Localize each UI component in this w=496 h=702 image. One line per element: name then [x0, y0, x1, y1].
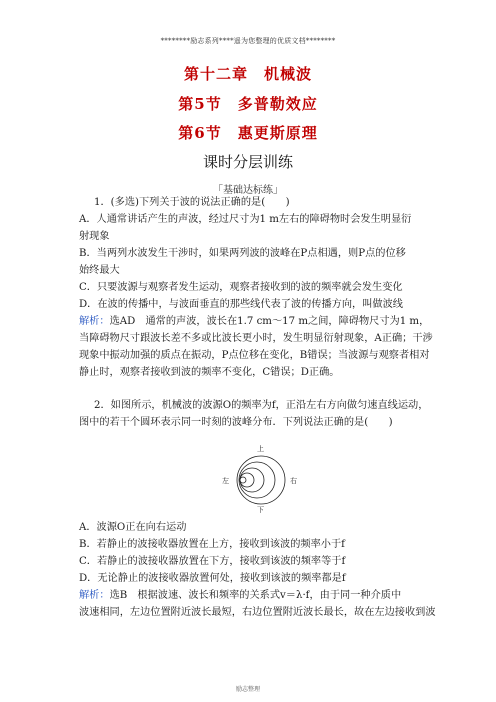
q1-analysis-line4: 静止时，观察者接收到波的频率不变化，C错误；D正确。 — [79, 367, 340, 378]
wave-ring-5 — [240, 477, 246, 483]
q1-option-b-cont: 始终最大 — [79, 265, 120, 276]
page-footer: 励志整理 — [235, 686, 260, 693]
page-header: ********励志系列****遥为您整理的优质文档******** — [160, 37, 336, 45]
q1-option-b: B．当两列水波发生干涉时，如果两列波的波峰在P点相遇，则P点的位移 — [79, 248, 406, 259]
wave-ring-2 — [239, 462, 275, 498]
q1-analysis-line3: 现象中振动加强的质点在振动，P点位移在变化，B错误；当波源与观察者相对 — [79, 350, 430, 361]
label-left: 左 — [222, 477, 229, 485]
page-subtitle: 课时分层训练 — [202, 153, 293, 171]
q2-analysis — [79, 589, 401, 603]
label-top: 上 — [257, 445, 264, 453]
q2-analysis-line2: 波速相同，左边位置附近波长最短，右边位置附近波长最长，故在左边接收到波 — [79, 607, 436, 618]
q1-analysis-text: 选AD 通常的声波，波长在1.7 cm～17 m之间，障碍物尺寸为1 m， — [109, 316, 430, 327]
q1-option-c: C．只要波源与观察者发生运动，观察者接收到的波的频率就会发生变化 — [79, 282, 403, 293]
q1-option-a: A．人通常讲话产生的声波，经过尺寸为1 m左右的障碍物时会发生明显衍 — [79, 214, 412, 225]
section-title-5: 第5节 多普勒效应 — [178, 95, 318, 113]
wave-ring-3 — [240, 468, 264, 492]
label-right: 右 — [290, 477, 297, 485]
wave-ring-4 — [240, 473, 254, 487]
q1-option-a-cont: 射现象 — [79, 231, 110, 242]
label-bottom: 下 — [257, 506, 264, 514]
q1-stem: 1．(多选)下列关于波的说法正确的是( ) — [94, 197, 290, 208]
analysis-label: 解析： — [79, 316, 110, 327]
analysis-label: 解析： — [79, 590, 110, 601]
wave-ring-1 — [237, 456, 285, 504]
q2-stem-cont: 图中的若干个圆环表示同一时刻的波峰分布．下列说法正确的是( ) — [79, 417, 393, 428]
section-tag: 「基础达标练」 — [213, 185, 283, 196]
q1-analysis-line2: 当障碍物尺寸跟波长差不多或比波长更小时，发生明显衍射现象，A正确；干涉 — [79, 333, 433, 344]
q2-option-b: B．若静止的波接收器放置在上方，接收到该波的频率小于f — [79, 539, 345, 550]
section-title-6: 第6节 惠更斯原理 — [178, 124, 318, 142]
chapter-title: 第十二章 机械波 — [183, 65, 312, 83]
q2-analysis-text: 选B 根据波速、波长和频率的关系式v＝λ·f，由于同一种介质中 — [109, 590, 402, 601]
q2-option-c: C．若静止的波接收器放置在下方，接收到该波的频率等于f — [79, 556, 346, 567]
q2-stem: 2．如图所示，机械波的波源O的频率为f，正沿左右方向做匀速直线运动， — [94, 400, 429, 411]
q1-option-d: D．在波的传播中，与波面垂直的那些线代表了波的传播方向，叫做波线 — [79, 299, 403, 310]
q2-option-d: D．无论静止的波接收器放置何处，接收到该波的频率都是f — [79, 573, 346, 584]
wave-circles-diagram — [222, 444, 300, 514]
q1-analysis — [79, 315, 429, 329]
q2-option-a: A．波源O正在向右运动 — [79, 522, 187, 533]
